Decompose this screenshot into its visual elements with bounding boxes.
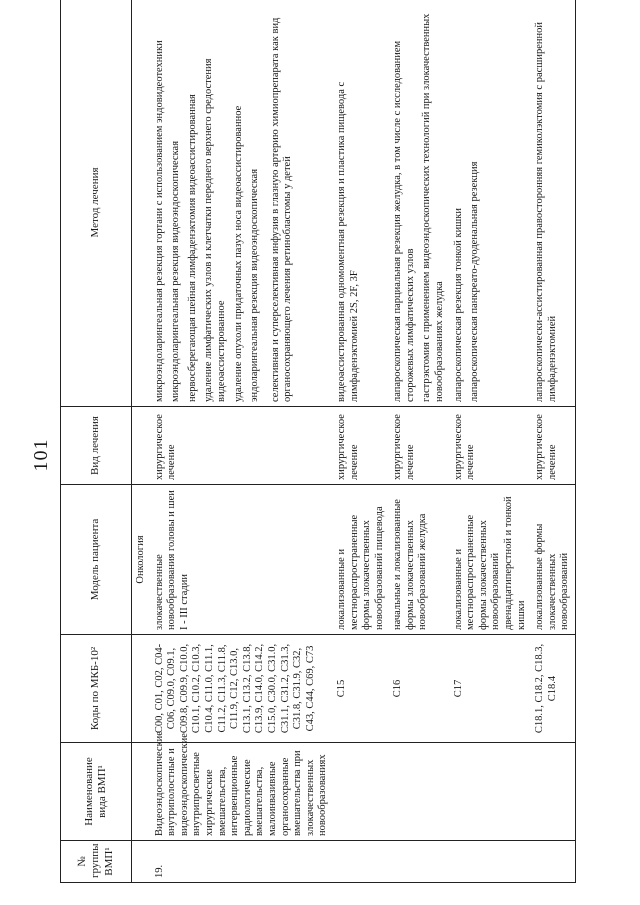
mkb-codes: C16: [389, 635, 449, 743]
mkb-codes: C00, C01, C02, C04-C06, C09.0, C09.1, C09.8, C09.9, C10.0, C10.1, C10.2, C10.3, C10.4, C11.0, C11.1, C11.2, C11.3, C11.8, C11.9, C12, C13.0, C13.1, C13.2, C13.8, C13.9, C14.0, C14.2, C15.0, C30.0, C31.0, C31.1, C31.2, C31.3, C31.8, C31.9, C32, C43, C44, C69, C73: [151, 635, 333, 743]
method-item: лапароскопическая парциальная резекция желудка, в том числе с исследованием сторожевых лимфатических узлов: [392, 40, 416, 402]
method-item: эндоларингеальная резекция видеоэндоскопическая: [249, 168, 261, 402]
method-item: удаление лимфатических узлов и клетчатки переднего верхнего средостения видеоассистированное: [203, 58, 227, 402]
table-row: [450, 0, 532, 883]
treatment-methods: [450, 0, 532, 407]
table-row: [389, 0, 449, 883]
treatment-type: хирургическое лечение: [151, 407, 333, 485]
treatment-type: хирургическое лечение: [531, 407, 575, 485]
patient-model: злокачественные новообразования головы и шеи I - III стадии: [151, 485, 333, 635]
header-mkb-codes: Коды по МКБ-10²: [61, 635, 132, 743]
section-title: Онкология: [132, 485, 151, 635]
patient-model: локализованные формы злокачественных новообразований: [531, 485, 575, 635]
patient-model: локализованные и местнораспространенные формы злокачественных новообразований пищевода: [333, 485, 389, 635]
header-vmp-name: Наименование вида ВМП¹: [61, 743, 132, 841]
table-header-row: [61, 0, 132, 883]
patient-model: начальные и локализованные формы злокачественных новообразований желудка: [389, 485, 449, 635]
header-patient-model: Модель пациента: [61, 485, 132, 635]
header-treatment-type: Вид лечения: [61, 407, 132, 485]
page-number: 101: [30, 438, 52, 472]
method-item: микроэндоларингеальная резекция гортани с использованием эндовидеотехники: [153, 40, 165, 402]
mkb-codes: C17: [450, 635, 532, 743]
method-item: нервосберегающая шейная лимфаденэктомия видеоассистированная: [186, 94, 198, 402]
section-row: [132, 0, 151, 883]
header-group-no: № группы ВМП¹: [61, 841, 132, 883]
method-item: видеоассистированная одномоментная резекция и пластика пищевода с лимфаденэктомией 2S, 2F, 3F: [335, 81, 360, 402]
method-item: селективная и суперселективная инфузия в глазную артерию химиопрепарата как вид органосохраняющего лечения ретинобластомы у детей: [269, 17, 294, 402]
method-item: лапароскопически-ассистированная правосторонняя гемиколэктомия с расширенной лимфаденэктомией: [534, 22, 558, 402]
treatment-type: хирургическое лечение: [450, 407, 532, 485]
treatment-methods: [389, 0, 449, 407]
treatment-methods: [151, 0, 333, 407]
group-number: 19.: [151, 841, 333, 883]
patient-model: локализованные и местнораспространенные формы злокачественных новообразований двенадцатиперстной и тонкой кишки: [450, 485, 532, 635]
treatment-type: хирургическое лечение: [389, 407, 449, 485]
table-row: [333, 0, 389, 883]
vmp-name: Видеоэндоскопические внутриполостные и видеоэндоскопические внутрипросветные хирургические вмешательства, интервенционные радиологические вмешательства, малоинвазивные органосохранные вмешательства при злокачественных новообразованиях: [151, 743, 333, 841]
mkb-codes: C18.1, C18.2, C18.3, C18.4: [531, 635, 575, 743]
table-row: [531, 0, 575, 883]
method-item: лапароскопическая резекция тонкой кишки: [452, 208, 464, 402]
method-item: лапароскопическая панкреато-дуоденальная резекция: [469, 161, 481, 402]
treatment-methods: [531, 0, 575, 407]
method-item: гастрэктомия с применением видеоэндоскопических технологий при злокачественных новообразованиях желудка: [421, 13, 446, 402]
header-treatment-method: Метод лечения: [61, 0, 132, 407]
method-item: удаление опухоли придаточных пазух носа видеоассистированное: [232, 105, 244, 402]
treatment-methods: [333, 0, 389, 407]
method-item: микроэндоларингеальная резекция видеоэндоскопическая: [170, 140, 182, 402]
treatment-type: хирургическое лечение: [333, 407, 389, 485]
table-row: [151, 0, 333, 883]
mkb-codes: C15: [333, 635, 389, 743]
vmp-table: [60, 0, 576, 883]
